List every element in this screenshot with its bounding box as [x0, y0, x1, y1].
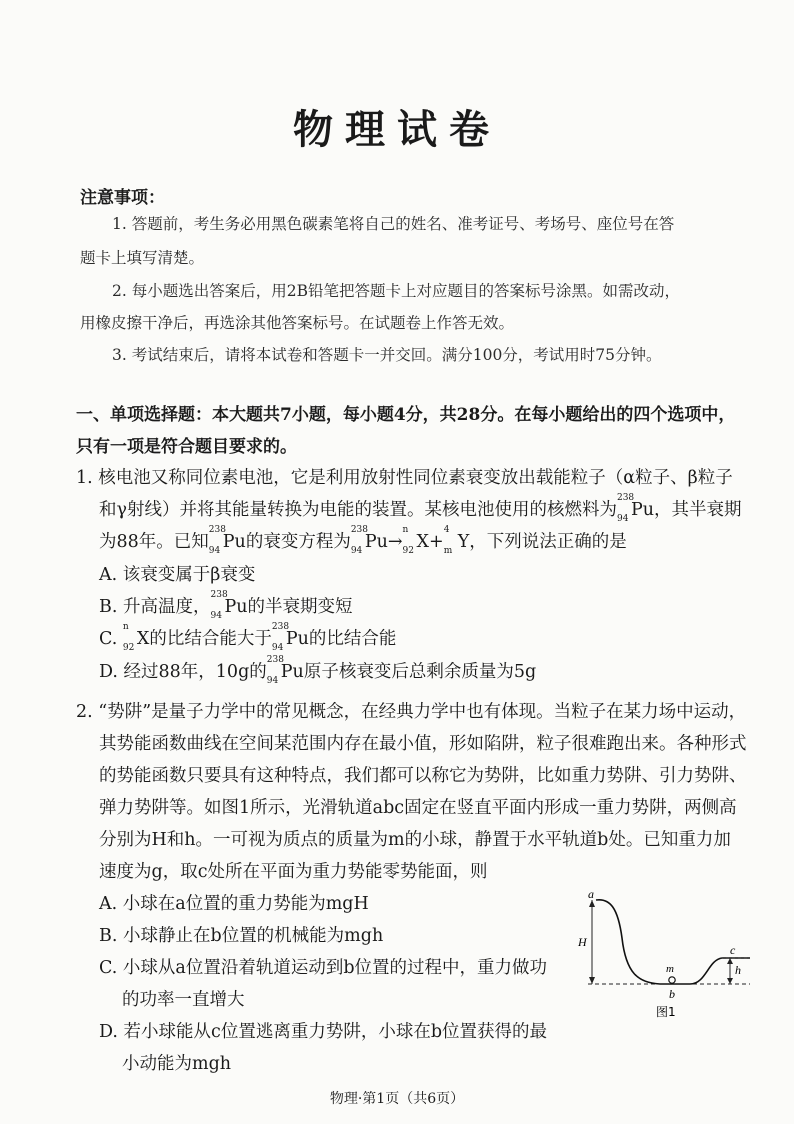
section-heading: 一、单项选择题：本大题共7小题，每小题4分，共28分。在每小题给出的四个选项中，	[76, 405, 736, 425]
q1-option-c: C. n 92 X的比结合能大于 238 94 Pu的比结合能	[99, 622, 397, 653]
q2-option-b: B. 小球静止在b位置的机械能为mgh	[99, 926, 384, 946]
q2-stem-line: 的势能函数只要具有这种特点，我们都可以称它为势阱，比如重力势阱、引力势阱、	[99, 766, 747, 786]
nuclide-pu: 238 94 Pu	[350, 525, 388, 556]
q2-stem-line: 弹力势阱等。如图1所示，光滑轨道abc固定在竖直平面内形成一重力势阱，两侧高	[99, 798, 737, 818]
nuclide-pu: 238 94 Pu	[210, 590, 248, 621]
q2-option-a: A. 小球在a位置的重力势能为mgH	[99, 894, 369, 914]
q1-option-a: A. 该衰变属于β衰变	[99, 565, 256, 585]
label-m: m	[666, 963, 674, 975]
nuclide-pu: 238 94 Pu	[616, 493, 655, 524]
figure-potential-well	[570, 888, 760, 1028]
arrowhead-up	[589, 900, 595, 907]
nuclide-pu: 238 94 Pu	[266, 655, 304, 686]
q2-option-d-cont: 小动能为mgh	[122, 1054, 232, 1074]
nuclide-x: n 92 X	[122, 622, 150, 653]
arrowhead-down	[589, 977, 595, 984]
q1-option-b: B. 升高温度， 238 94 Pu的半衰期变短	[99, 590, 353, 621]
label-H: H	[578, 935, 587, 949]
notice-line: 3. 考试结束后，请将本试卷和答题卡一并交回。满分100分，考试用时75分钟。	[112, 346, 662, 364]
label-a: a	[588, 888, 594, 901]
notice-line: 题卡上填写清楚。	[80, 249, 205, 267]
q1-stem-line: 为88年。已知 238 94 Pu的衰变方程为 238 94 Pu→ n 92 X+ 4 m Y，下列说法正确的是	[99, 525, 627, 556]
figure-caption: 图1	[656, 1005, 676, 1019]
q1-stem-line: 1. 核电池又称同位素电池，它是利用放射性同位素衰变放出载能粒子（α粒子、β粒子	[76, 468, 733, 488]
nuclide-x: n 92 X	[402, 525, 430, 556]
nuclide-y: 4 m Y	[443, 525, 470, 556]
label-b: b	[669, 987, 675, 1001]
section-heading-cont: 只有一项是符合题目要求的。	[76, 437, 297, 457]
arrowhead-up	[727, 958, 733, 964]
q2-option-c: C. 小球从a位置沿着轨道运动到b位置的过程中，重力做功	[99, 958, 548, 978]
page-footer: 物理·第1页（共6页）	[329, 1091, 465, 1107]
q2-stem-line: 2. “势阱”是量子力学中的常见概念，在经典力学中也有体现。当粒子在某力场中运动，	[76, 702, 747, 722]
nuclide-pu: 238 94 Pu	[208, 525, 246, 556]
notice-line: 1. 答题前，考生务必用黑色碳素笔将自己的姓名、准考证号、考场号、座位号在答	[112, 215, 675, 233]
arrow: →	[387, 532, 403, 552]
q2-stem-line: 其势能函数曲线在空间某范围内存在最小值，形如陷阱，粒子很难跑出来。各种形式	[99, 734, 747, 754]
notice-line: 用橡皮擦干净后，再选涂其他答案标号。在试题卷上作答无效。	[80, 314, 515, 332]
nuclide-pu: 238 94 Pu	[271, 622, 309, 653]
q2-option-c-cont: 的功率一直增大	[122, 990, 245, 1010]
label-c: c	[730, 943, 736, 957]
label-h: h	[735, 963, 741, 977]
q2-option-d: D. 若小球能从c位置逃离重力势阱，小球在b位置获得的最	[99, 1022, 548, 1042]
notice-line: 2. 每小题选出答案后，用2B铅笔把答题卡上对应题目的答案标号涂黑。如需改动，	[112, 282, 680, 300]
arrowhead-down	[727, 978, 733, 984]
q2-stem-line: 速度为g，取c处所在平面为重力势能零势能面，则	[99, 862, 488, 882]
ball	[669, 977, 675, 983]
notice-heading: 注意事项：	[80, 188, 165, 208]
q1-option-d: D. 经过88年，10g的 238 94 Pu原子核衰变后总剩余质量为5g	[99, 655, 537, 686]
q2-stem-line: 分别为H和h。一可视为质点的质量为m的小球，静置于水平轨道b处。已知重力加	[99, 830, 731, 850]
page-title: 物理试卷	[293, 106, 501, 153]
q1-stem-line: 和γ射线）并将其能量转换为电能的装置。某核电池使用的核燃料为 238 94 Pu，其半衰期	[99, 493, 742, 524]
